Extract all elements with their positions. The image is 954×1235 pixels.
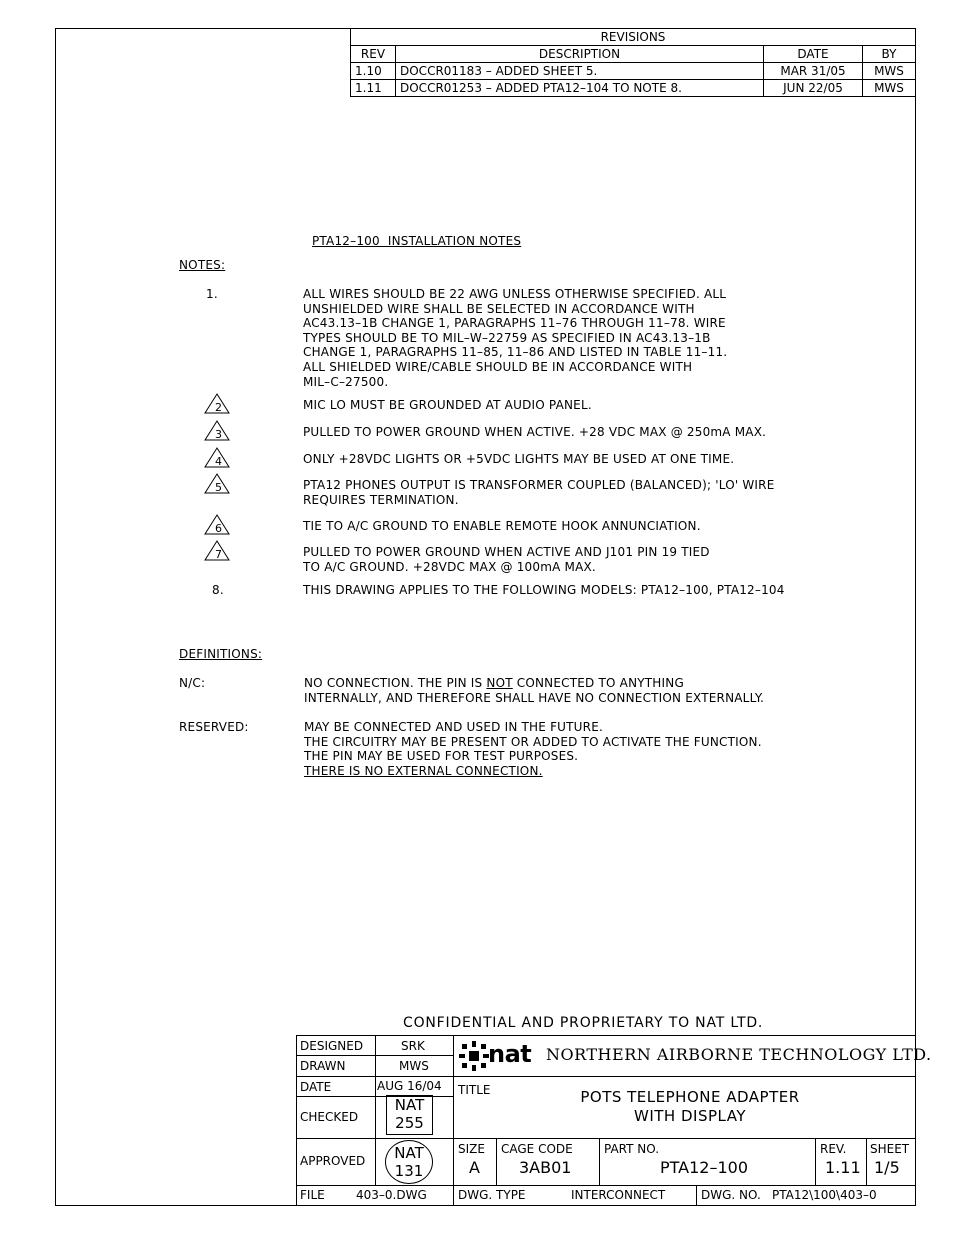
note-number: 3 [215,428,222,441]
note-triangle-marker [204,420,230,442]
by-header: BY [863,46,916,63]
note-marker: 1. [206,287,218,301]
notes-label: NOTES: [179,258,226,272]
note-text: TIE TO A/C GROUND TO ENABLE REMOTE HOOK ANNUNCIATION. [303,519,701,533]
revisions-title: REVISIONS [351,29,916,46]
note-triangle-marker [204,473,230,495]
title-label: TITLE [458,1083,491,1097]
definitions-label: DEFINITIONS: [179,647,263,661]
note-text: THIS DRAWING APPLIES TO THE FOLLOWING MODELS: PTA12–100, PTA12–104 [303,583,785,597]
dwg-no-label: DWG. NO. [701,1188,761,1202]
size-label: SIZE [458,1142,485,1156]
date-label: DATE [300,1080,332,1094]
part-no-label: PART NO. [604,1142,660,1156]
revision-date: JUN 22/05 [764,80,863,97]
revision-by: MWS [863,63,916,80]
emphasis-not: NOT [486,676,513,690]
cage-code-label: CAGE CODE [501,1142,573,1156]
revisions-table [350,28,916,97]
revision-row [351,63,916,80]
revision-date: MAR 31/05 [764,63,863,80]
note-number: 6 [215,522,222,535]
definition-term: N/C: [179,676,206,690]
approved-label: APPROVED [300,1154,366,1168]
dwg-no-value: PTA12\100\403–0 [772,1188,877,1202]
note-marker: 8. [212,583,224,597]
definition-text: MAY BE CONNECTED AND USED IN THE FUTURE. THE CIRCUITRY MAY BE PRESENT OR ADDED TO ACTIVATE THE FUNCTION. THE PIN MAY BE USED FOR TEST PURPOSES. [304,720,762,764]
drawing-title [500,1088,880,1126]
revision-rev: 1.11 [351,80,396,97]
note-triangle-marker [204,393,230,415]
revision-description: DOCCR01253 – ADDED PTA12–104 TO NOTE 8. [396,80,764,97]
drawing-title-line2: WITH DISPLAY [634,1107,746,1125]
checked-label: CHECKED [300,1110,359,1124]
rev-label: REV. [820,1142,847,1156]
note-number: 4 [215,455,222,468]
note-number: 7 [215,548,222,561]
note-triangle-marker [204,540,230,562]
note-number: 5 [215,481,222,494]
sheet-value: 1/5 [874,1158,900,1177]
definition-text: NO CONNECTION. THE PIN IS NOT CONNECTED TO ANYTHING [304,676,684,690]
drawing-title-line1: POTS TELEPHONE ADAPTER [580,1088,800,1106]
dwg-type-value: INTERCONNECT [571,1188,666,1202]
revision-by: MWS [863,80,916,97]
sheet-label: SHEET [870,1142,910,1156]
revision-description: DOCCR01183 – ADDED SHEET 5. [396,63,764,80]
definition-text: INTERNALLY, AND THEREFORE SHALL HAVE NO CONNECTION EXTERNALLY. [304,691,764,705]
nat-logo-text: nat [488,1040,532,1068]
approved-stamp: NAT 131 [385,1140,433,1184]
dwg-type-label: DWG. TYPE [458,1188,526,1202]
note-text: ALL WIRES SHOULD BE 22 AWG UNLESS OTHERWISE SPECIFIED. ALL UNSHIELDED WIRE SHALL BE SELECTED IN ACCORDANCE WITH AC43.13–1B CHANGE 1, PARAGRAPHS 11–76 THROUGH 11–78. WIRE TYPES SHOULD BE TO MIL–W–22759 AS SPECIFIED IN AC43.13–1B CHANGE 1, PARAGRAPHS 11–85, 11–86 AND LISTED IN TABLE 11–11. ALL SHIELDED WIRE/CABLE SHOULD BE IN ACCORDANCE WITH MIL–C–27500. [303,287,728,389]
note-triangle-marker [204,447,230,469]
drawn-label: DRAWN [300,1059,346,1073]
part-no-value: PTA12–100 [660,1158,749,1177]
description-header: DESCRIPTION [396,46,764,63]
checked-stamp: NAT 255 [386,1095,433,1135]
definition-underlined-text: THERE IS NO EXTERNAL CONNECTION. [304,764,543,778]
note-triangle-marker [204,514,230,536]
file-label: FILE [300,1188,325,1202]
rev-header: REV [351,46,396,63]
note-text: PTA12 PHONES OUTPUT IS TRANSFORMER COUPLED (BALANCED); 'LO' WIRE REQUIRES TERMINATION. [303,478,775,507]
note-text: ONLY +28VDC LIGHTS OR +5VDC LIGHTS MAY BE USED AT ONE TIME. [303,452,735,466]
confidential-notice: CONFIDENTIAL AND PROPRIETARY TO NAT LTD. [403,1015,764,1031]
designed-value: SRK [401,1039,425,1053]
note-number: 2 [215,401,222,414]
cage-code-value: 3AB01 [519,1158,572,1177]
designed-label: DESIGNED [300,1039,364,1053]
size-value: A [469,1158,480,1177]
definition-term: RESERVED: [179,720,249,734]
date-header: DATE [764,46,863,63]
drawn-value: MWS [399,1059,429,1073]
date-value: AUG 16/04 [377,1079,442,1093]
nat-logo-icon [458,1040,490,1072]
revision-row [351,80,916,97]
note-text: PULLED TO POWER GROUND WHEN ACTIVE AND J101 PIN 19 TIED TO A/C GROUND. +28VDC MAX @ 100mA MAX. [303,545,710,574]
note-text: MIC LO MUST BE GROUNDED AT AUDIO PANEL. [303,398,592,412]
file-value: 403–0.DWG [356,1188,427,1202]
note-text: PULLED TO POWER GROUND WHEN ACTIVE. +28 VDC MAX @ 250mA MAX. [303,425,767,439]
rev-value: 1.11 [825,1158,861,1177]
company-name: NORTHERN AIRBORNE TECHNOLOGY LTD. [546,1045,932,1064]
revision-rev: 1.10 [351,63,396,80]
page-heading: PTA12–100 INSTALLATION NOTES [312,234,522,248]
